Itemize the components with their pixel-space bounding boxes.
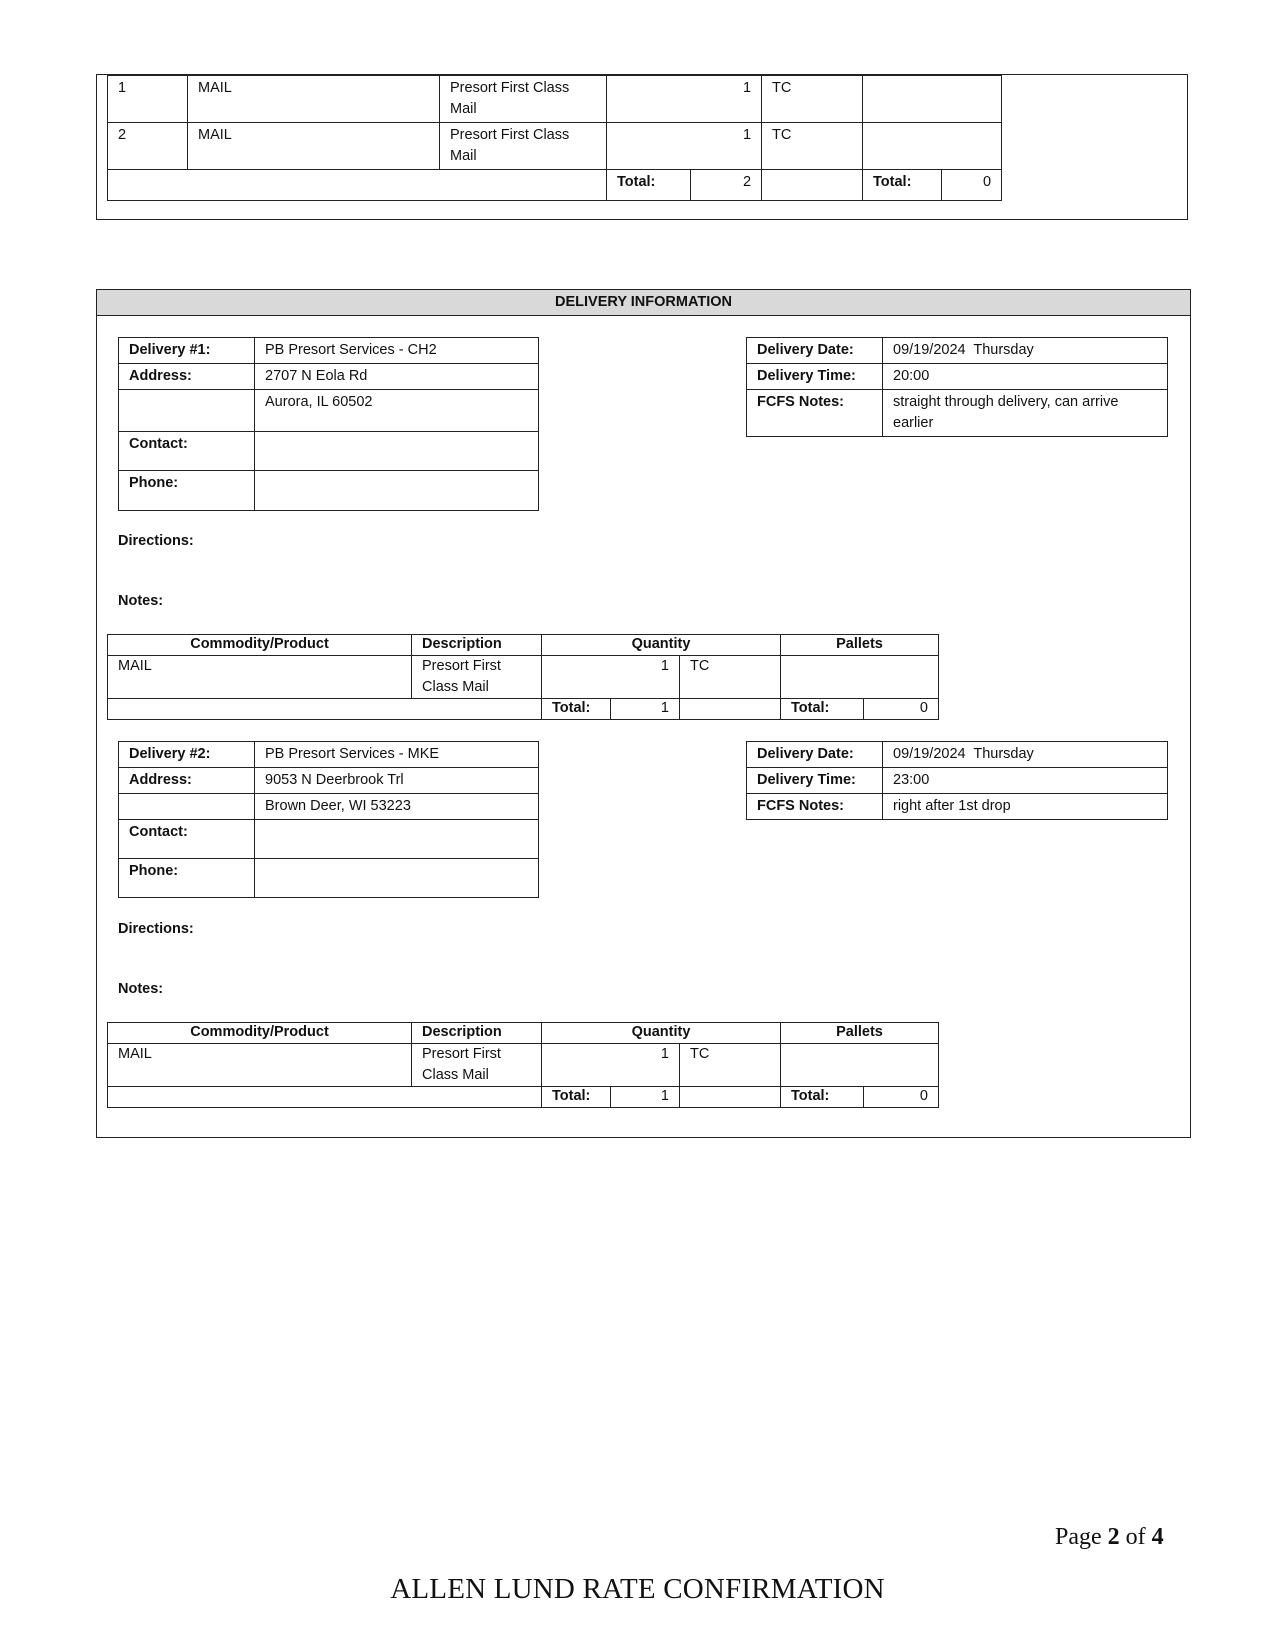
quantity-cell: 1 [542, 656, 680, 699]
table-row [108, 1044, 939, 1087]
total-label: Total: [542, 699, 611, 720]
quantity-cell: 1 [607, 76, 762, 123]
description-cell: Presort First Class Mail [412, 1044, 542, 1087]
fcfs-notes-label: FCFS Notes: [747, 390, 883, 437]
table-row [108, 656, 939, 699]
delivery-date: 09/19/2024 Thursday [883, 338, 1168, 364]
delivery-1-address-table [118, 337, 539, 511]
unit-cell: TC [762, 76, 863, 123]
total-spacer [762, 170, 863, 201]
document-title: ALLEN LUND RATE CONFIRMATION [390, 1573, 885, 1605]
address-line-1: 2707 N Eola Rd [255, 364, 539, 390]
total-label: Total: [781, 1087, 864, 1108]
total-spacer [680, 699, 781, 720]
contact-value [255, 432, 539, 471]
fcfs-notes: right after 1st drop [883, 794, 1168, 820]
commodity-cell: MAIL [188, 76, 440, 123]
delivery-time-label: Delivery Time: [747, 768, 883, 794]
table-row [108, 123, 1002, 170]
notes-label: Notes: [118, 981, 164, 997]
commodity-header: Commodity/Product [108, 1023, 412, 1044]
total-row [108, 1087, 939, 1108]
address-line-2: Aurora, IL 60502 [255, 390, 539, 432]
commodity-header: Commodity/Product [108, 635, 412, 656]
directions-label: Directions: [118, 921, 194, 937]
delivery-label: Delivery #1: [119, 338, 255, 364]
row-number: 1 [108, 76, 188, 123]
commodity-cell: MAIL [108, 656, 412, 699]
section-header: DELIVERY INFORMATION [96, 289, 1191, 316]
delivery-name: PB Presort Services - MKE [255, 742, 539, 768]
pallets-cell [781, 656, 939, 699]
commodity-cell: MAIL [188, 123, 440, 170]
row-number: 2 [108, 123, 188, 170]
delivery-date-label: Delivery Date: [747, 338, 883, 364]
delivery-date: 09/19/2024 Thursday [883, 742, 1168, 768]
total-quantity: 2 [691, 170, 762, 201]
commodity-cell: MAIL [108, 1044, 412, 1087]
pallets-cell [781, 1044, 939, 1087]
total-label: Total: [542, 1087, 611, 1108]
page-current: 2 [1107, 1524, 1120, 1550]
unit-cell: TC [680, 656, 781, 699]
pallets-header: Pallets [781, 1023, 939, 1044]
total-row [108, 170, 1002, 201]
contact-value [255, 820, 539, 859]
page-of: of [1119, 1524, 1152, 1550]
phone-value [255, 471, 539, 511]
unit-cell: TC [762, 123, 863, 170]
total-row [108, 699, 939, 720]
total-spacer [108, 1087, 542, 1108]
address-label: Address: [119, 364, 255, 390]
quantity-header: Quantity [542, 635, 781, 656]
quantity-cell: 1 [607, 123, 762, 170]
unit-cell: TC [680, 1044, 781, 1087]
delivery-label: Delivery #2: [119, 742, 255, 768]
fcfs-notes-label: FCFS Notes: [747, 794, 883, 820]
delivery-1-commodity-table [107, 634, 939, 720]
address-line-2: Brown Deer, WI 53223 [255, 794, 539, 820]
page-total: 4 [1151, 1524, 1164, 1550]
phone-label: Phone: [119, 471, 255, 511]
quantity-cell: 1 [542, 1044, 680, 1087]
delivery-1-schedule-table [746, 337, 1168, 437]
address-label: Address: [119, 768, 255, 794]
pallets-cell [863, 76, 1002, 123]
total-label: Total: [607, 170, 691, 201]
total-spacer [680, 1087, 781, 1108]
table-row [108, 76, 1002, 123]
phone-value [255, 859, 539, 898]
delivery-2-schedule-table [746, 741, 1168, 820]
delivery-time: 23:00 [883, 768, 1168, 794]
description-cell: Presort First Class Mail [440, 123, 607, 170]
total-pallets: 0 [942, 170, 1002, 201]
total-pallets: 0 [864, 1087, 939, 1108]
contact-label: Contact: [119, 432, 255, 471]
description-header: Description [412, 1023, 542, 1044]
delivery-date-label: Delivery Date: [747, 742, 883, 768]
description-cell: Presort First Class Mail [412, 656, 542, 699]
delivery-time-label: Delivery Time: [747, 364, 883, 390]
delivery-name: PB Presort Services - CH2 [255, 338, 539, 364]
directions-label: Directions: [118, 533, 194, 549]
delivery-2-commodity-table [107, 1022, 939, 1108]
total-label: Total: [863, 170, 942, 201]
address-spacer [119, 794, 255, 820]
total-pallets: 0 [864, 699, 939, 720]
page-prefix: Page [1055, 1524, 1108, 1550]
pickup-items-table [107, 75, 1002, 201]
page-number [1055, 1524, 1164, 1551]
address-spacer [119, 390, 255, 432]
contact-label: Contact: [119, 820, 255, 859]
description-header: Description [412, 635, 542, 656]
notes-label: Notes: [118, 593, 164, 609]
total-spacer [108, 699, 542, 720]
total-spacer [108, 170, 607, 201]
address-line-1: 9053 N Deerbrook Trl [255, 768, 539, 794]
fcfs-notes: straight through delivery, can arrive earlier [883, 390, 1168, 437]
total-label: Total: [781, 699, 864, 720]
pallets-cell [863, 123, 1002, 170]
delivery-time: 20:00 [883, 364, 1168, 390]
quantity-header: Quantity [542, 1023, 781, 1044]
phone-label: Phone: [119, 859, 255, 898]
total-quantity: 1 [611, 1087, 680, 1108]
description-cell: Presort First Class Mail [440, 76, 607, 123]
pallets-header: Pallets [781, 635, 939, 656]
total-quantity: 1 [611, 699, 680, 720]
delivery-2-address-table [118, 741, 539, 898]
